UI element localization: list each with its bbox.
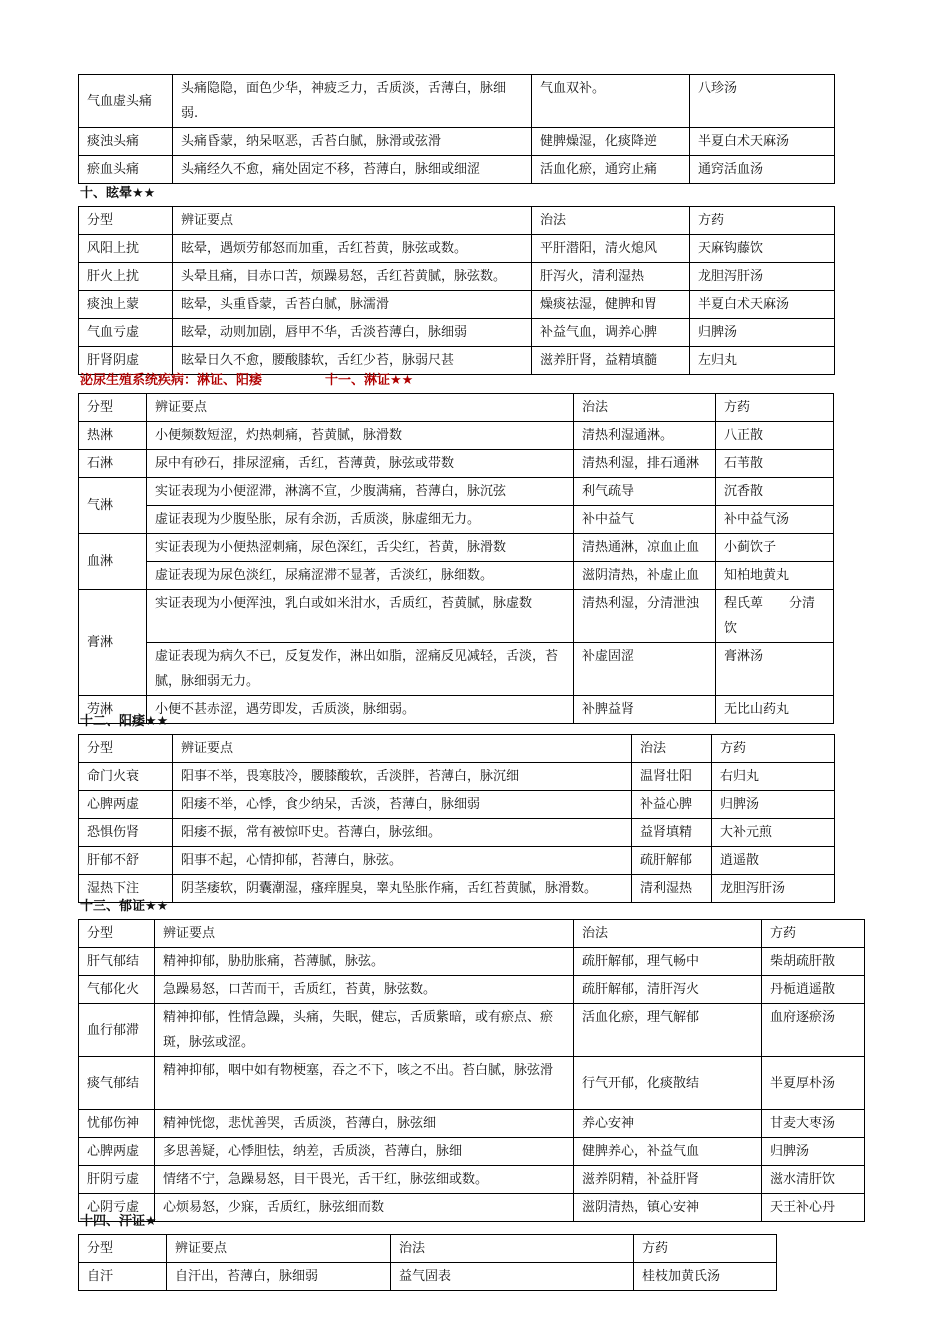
symptom-cell: 精神抑郁，咽中如有物梗塞，吞之不下，咳之不出。苔白腻，脉弦滑 [155, 1057, 574, 1110]
section-heading-stranguria: 十一、淋证★★ [325, 373, 414, 388]
category-heading-urogenital: 泌尿生殖系统疾病：淋证、阳痿 [80, 373, 263, 388]
formula-cell: 血府逐瘀汤 [762, 1004, 865, 1057]
treatment-cell: 健脾燥湿，化痰降逆 [532, 128, 690, 156]
treatment-cell: 清热利湿通淋。 [574, 422, 716, 450]
formula-cell: 沉香散 [716, 478, 834, 506]
header-formula: 方药 [690, 207, 835, 235]
formula-cell: 大补元煎 [712, 819, 835, 847]
formula-cell: 半夏白术天麻汤 [690, 128, 835, 156]
section-heading-sweating: 十四、汗证★ [80, 1214, 157, 1229]
pattern-cell: 劳淋 [79, 696, 147, 724]
treatment-cell: 活血化瘀，理气解郁 [574, 1004, 762, 1057]
formula-cell: 柴胡疏肝散 [762, 948, 865, 976]
pattern-cell: 血淋 [79, 534, 147, 590]
pattern-cell: 石淋 [79, 450, 147, 478]
treatment-cell: 行气开郁，化痰散结 [574, 1057, 762, 1110]
formula-cell: 膏淋汤 [716, 643, 834, 696]
symptom-cell: 精神恍惚，悲忧善哭，舌质淡，苔薄白，脉弦细 [155, 1110, 574, 1138]
pattern-cell: 血行郁滞 [79, 1004, 155, 1057]
pattern-cell: 心脾两虚 [79, 791, 173, 819]
table-row [79, 450, 834, 478]
treatment-cell: 补脾益肾 [574, 696, 716, 724]
formula-cell: 小蓟饮子 [716, 534, 834, 562]
pattern-cell: 气郁化火 [79, 976, 155, 1004]
table-row [79, 948, 865, 976]
symptom-cell: 小便频数短涩，灼热刺痛，苔黄腻，脉滑数 [147, 422, 574, 450]
stranguria-table [78, 393, 834, 724]
formula-cell: 龙胆泻肝汤 [690, 263, 835, 291]
depression-table [78, 919, 865, 1222]
pattern-cell: 瘀血头痛 [79, 156, 173, 184]
treatment-cell: 活血化瘀，通窍止痛 [532, 156, 690, 184]
symptom-cell: 尿中有砂石，排尿涩痛，舌红，苔薄黄，脉弦或带数 [147, 450, 574, 478]
formula-cell: 滋水清肝饮 [762, 1166, 865, 1194]
table-row [79, 75, 835, 128]
pattern-cell: 命门火衰 [79, 763, 173, 791]
table-row [79, 478, 834, 506]
symptom-cell: 头痛经久不愈，痛处固定不移，苔薄白，脉细或细涩 [173, 156, 532, 184]
formula-cell: 八珍汤 [690, 75, 835, 128]
table-row [79, 347, 835, 375]
table-row [79, 506, 834, 534]
table-header-row [79, 735, 835, 763]
treatment-cell: 气血双补。 [532, 75, 690, 128]
formula-cell: 右归丸 [712, 763, 835, 791]
header-treatment: 治法 [632, 735, 712, 763]
pattern-cell: 肝肾阴虚 [79, 347, 173, 375]
treatment-cell: 疏肝解郁，清肝泻火 [574, 976, 762, 1004]
pattern-cell: 恐惧伤肾 [79, 819, 173, 847]
treatment-cell: 清热利湿，排石通淋 [574, 450, 716, 478]
symptom-cell: 小便不甚赤涩，遇劳即发，舌质淡，脉细弱。 [147, 696, 574, 724]
header-formula: 方药 [762, 920, 865, 948]
treatment-cell: 平肝潜阳，清火熄风 [532, 235, 690, 263]
table-row [79, 1004, 865, 1057]
table-row [79, 1110, 865, 1138]
pattern-cell: 肝阴亏虚 [79, 1166, 155, 1194]
symptom-cell: 阳事不举，畏寒肢冷，腰膝酸软，舌淡胖，苔薄白，脉沉细 [173, 763, 632, 791]
treatment-cell: 温肾壮阳 [632, 763, 712, 791]
treatment-cell: 补益心脾 [632, 791, 712, 819]
header-treatment: 治法 [532, 207, 690, 235]
header-treatment: 治法 [391, 1235, 634, 1263]
treatment-cell: 滋阴清热，补虚止血 [574, 562, 716, 590]
treatment-cell: 清热通淋，凉血止血 [574, 534, 716, 562]
headache-table [78, 74, 835, 184]
header-treatment: 治法 [574, 394, 716, 422]
treatment-cell: 补益气血，调养心脾 [532, 319, 690, 347]
table-header-row [79, 207, 835, 235]
symptom-cell: 头痛隐隐，面色少华，神疲乏力，舌质淡，舌薄白，脉细弱. [173, 75, 532, 128]
symptom-cell: 眩晕，动则加剧，唇甲不华，舌淡苔薄白，脉细弱 [173, 319, 532, 347]
symptom-cell: 急躁易怒，口苦而干，舌质红，苔黄，脉弦数。 [155, 976, 574, 1004]
pattern-cell: 痰气郁结 [79, 1057, 155, 1110]
formula-cell: 程氏萆 分清饮 [716, 590, 834, 643]
formula-cell: 桂枝加黄氏汤 [634, 1263, 777, 1291]
pattern-cell: 忧郁伤神 [79, 1110, 155, 1138]
formula-cell: 补中益气汤 [716, 506, 834, 534]
table-header-row [79, 394, 834, 422]
symptom-cell: 精神抑郁，胁肋胀痛，苔薄腻，脉弦。 [155, 948, 574, 976]
table-row [79, 1166, 865, 1194]
formula-cell: 知柏地黄丸 [716, 562, 834, 590]
vertigo-table [78, 206, 835, 375]
header-pattern: 分型 [79, 735, 173, 763]
table-row [79, 819, 835, 847]
symptom-cell: 精神抑郁，性情急躁，头痛，失眠，健忘，舌质紫暗，或有瘀点、瘀斑，脉弦或涩。 [155, 1004, 574, 1057]
table-row [79, 590, 834, 643]
symptom-cell: 头痛昏蒙，纳呆呕恶，舌苔白腻，脉滑或弦滑 [173, 128, 532, 156]
table-row [79, 319, 835, 347]
formula-cell: 石苇散 [716, 450, 834, 478]
pattern-cell: 热淋 [79, 422, 147, 450]
table-row [79, 1263, 777, 1291]
impotence-table [78, 734, 835, 903]
formula-cell: 丹栀逍遥散 [762, 976, 865, 1004]
formula-cell: 甘麦大枣汤 [762, 1110, 865, 1138]
treatment-cell: 益气固表 [391, 1263, 634, 1291]
formula-cell: 天王补心丹 [762, 1194, 865, 1222]
symptom-cell: 虚证表现为尿色淡红，尿痛涩滞不显著，舌淡红，脉细数。 [147, 562, 574, 590]
sweating-table [78, 1234, 777, 1291]
formula-cell: 归脾汤 [762, 1138, 865, 1166]
treatment-cell: 健脾养心，补益气血 [574, 1138, 762, 1166]
treatment-cell: 益肾填精 [632, 819, 712, 847]
symptom-cell: 实证表现为小便热涩刺痛，尿色深红，舌尖红，苔黄，脉滑数 [147, 534, 574, 562]
pattern-cell: 湿热下注 [79, 875, 173, 903]
symptom-cell: 眩晕，遇烦劳郁怒而加重，舌红苔黄，脉弦或数。 [173, 235, 532, 263]
treatment-cell: 疏肝解郁，理气畅中 [574, 948, 762, 976]
formula-cell: 半夏厚朴汤 [762, 1057, 865, 1110]
pattern-cell: 痰浊头痛 [79, 128, 173, 156]
header-treatment: 治法 [574, 920, 762, 948]
treatment-cell: 滋养肝肾，益精填髓 [532, 347, 690, 375]
header-formula: 方药 [716, 394, 834, 422]
symptom-cell: 自汗出，苔薄白，脉细弱 [167, 1263, 391, 1291]
symptom-cell: 阳事不起，心情抑郁，苔薄白，脉弦。 [173, 847, 632, 875]
treatment-cell: 清热利湿，分清泄浊 [574, 590, 716, 643]
treatment-cell: 养心安神 [574, 1110, 762, 1138]
header-formula: 方药 [712, 735, 835, 763]
table-row [79, 1057, 865, 1110]
treatment-cell: 补中益气 [574, 506, 716, 534]
table-row [79, 696, 834, 724]
symptom-cell: 阳痿不振，常有被惊吓史。苔薄白，脉弦细。 [173, 819, 632, 847]
symptom-cell: 实证表现为小便浑浊，乳白或如米泔水，舌质红，苔黄腻，脉虚数 [147, 590, 574, 643]
header-pattern: 分型 [79, 920, 155, 948]
formula-cell: 半夏白术天麻汤 [690, 291, 835, 319]
pattern-cell: 肝郁不舒 [79, 847, 173, 875]
table-row [79, 763, 835, 791]
formula-cell: 八正散 [716, 422, 834, 450]
header-symptoms: 辨证要点 [173, 207, 532, 235]
table-row [79, 562, 834, 590]
formula-cell: 通窍活血汤 [690, 156, 835, 184]
table-header-row [79, 920, 865, 948]
table-row [79, 534, 834, 562]
header-symptoms: 辨证要点 [173, 735, 632, 763]
pattern-cell: 痰浊上蒙 [79, 291, 173, 319]
table-row [79, 235, 835, 263]
section-heading-vertigo: 十、眩晕★★ [80, 186, 156, 201]
formula-cell: 逍遥散 [712, 847, 835, 875]
treatment-cell: 燥痰祛湿，健脾和胃 [532, 291, 690, 319]
table-row [79, 1194, 865, 1222]
formula-cell: 归脾汤 [690, 319, 835, 347]
table-row [79, 263, 835, 291]
header-pattern: 分型 [79, 1235, 167, 1263]
table-row [79, 847, 835, 875]
symptom-cell: 眩晕日久不愈，腰酸膝软，舌红少苔，脉弱尺甚 [173, 347, 532, 375]
treatment-cell: 利气疏导 [574, 478, 716, 506]
symptom-cell: 实证表现为小便涩滞，淋漓不宣，少腹满痛，苔薄白，脉沉弦 [147, 478, 574, 506]
table-row [79, 1138, 865, 1166]
treatment-cell: 滋阴清热，镇心安神 [574, 1194, 762, 1222]
pattern-cell: 自汗 [79, 1263, 167, 1291]
symptom-cell: 虚证表现为病久不已，反复发作，淋出如脂，涩痛反见减轻，舌淡，苔腻，脉细弱无力。 [147, 643, 574, 696]
treatment-cell: 疏肝解郁 [632, 847, 712, 875]
symptom-cell: 情绪不宁，急躁易怒，目干畏光，舌干红，脉弦细或数。 [155, 1166, 574, 1194]
section-heading-depression: 十三、郁证★★ [80, 899, 169, 914]
symptom-cell: 心烦易怒，少寐，舌质红，脉弦细而数 [155, 1194, 574, 1222]
pattern-cell: 心脾两虚 [79, 1138, 155, 1166]
pattern-cell: 气淋 [79, 478, 147, 534]
table-header-row [79, 1235, 777, 1263]
treatment-cell: 补虚固涩 [574, 643, 716, 696]
pattern-cell: 气血亏虚 [79, 319, 173, 347]
pattern-cell: 膏淋 [79, 590, 147, 696]
symptom-cell: 虚证表现为少腹坠胀，尿有余沥，舌质淡，脉虚细无力。 [147, 506, 574, 534]
symptom-cell: 眩晕，头重昏蒙，舌苔白腻，脉濡滑 [173, 291, 532, 319]
header-symptoms: 辨证要点 [155, 920, 574, 948]
table-row [79, 128, 835, 156]
pattern-cell: 肝火上扰 [79, 263, 173, 291]
pattern-cell: 肝气郁结 [79, 948, 155, 976]
treatment-cell: 肝泻火，清利湿热 [532, 263, 690, 291]
header-symptoms: 辨证要点 [167, 1235, 391, 1263]
pattern-cell: 心阴亏虚 [79, 1194, 155, 1222]
formula-cell: 天麻钩藤饮 [690, 235, 835, 263]
table-row [79, 875, 835, 903]
header-symptoms: 辨证要点 [147, 394, 574, 422]
symptom-cell: 阴茎痿软，阴囊潮湿，瘙痒腥臭，睾丸坠胀作痛，舌红苔黄腻，脉滑数。 [173, 875, 632, 903]
symptom-cell: 多思善疑，心悸胆怯，纳差，舌质淡，苔薄白，脉细 [155, 1138, 574, 1166]
section-heading-impotence: 十二、阳痿★★ [80, 714, 169, 729]
treatment-cell: 清利湿热 [632, 875, 712, 903]
header-pattern: 分型 [79, 207, 173, 235]
table-row [79, 643, 834, 696]
symptom-cell: 头晕且痛，目赤口苦，烦躁易怒，舌红苔黄腻，脉弦数。 [173, 263, 532, 291]
symptom-cell: 阳痿不举，心悸，食少纳呆，舌淡，苔薄白，脉细弱 [173, 791, 632, 819]
table-row [79, 976, 865, 1004]
header-formula: 方药 [634, 1235, 777, 1263]
table-row [79, 156, 835, 184]
table-row [79, 791, 835, 819]
table-row [79, 291, 835, 319]
treatment-cell: 滋养阴精，补益肝肾 [574, 1166, 762, 1194]
formula-cell: 左归丸 [690, 347, 835, 375]
table-row [79, 422, 834, 450]
formula-cell: 归脾汤 [712, 791, 835, 819]
pattern-cell: 气血虚头痛 [79, 75, 173, 128]
pattern-cell: 风阳上扰 [79, 235, 173, 263]
formula-cell: 龙胆泻肝汤 [712, 875, 835, 903]
header-pattern: 分型 [79, 394, 147, 422]
formula-cell: 无比山药丸 [716, 696, 834, 724]
